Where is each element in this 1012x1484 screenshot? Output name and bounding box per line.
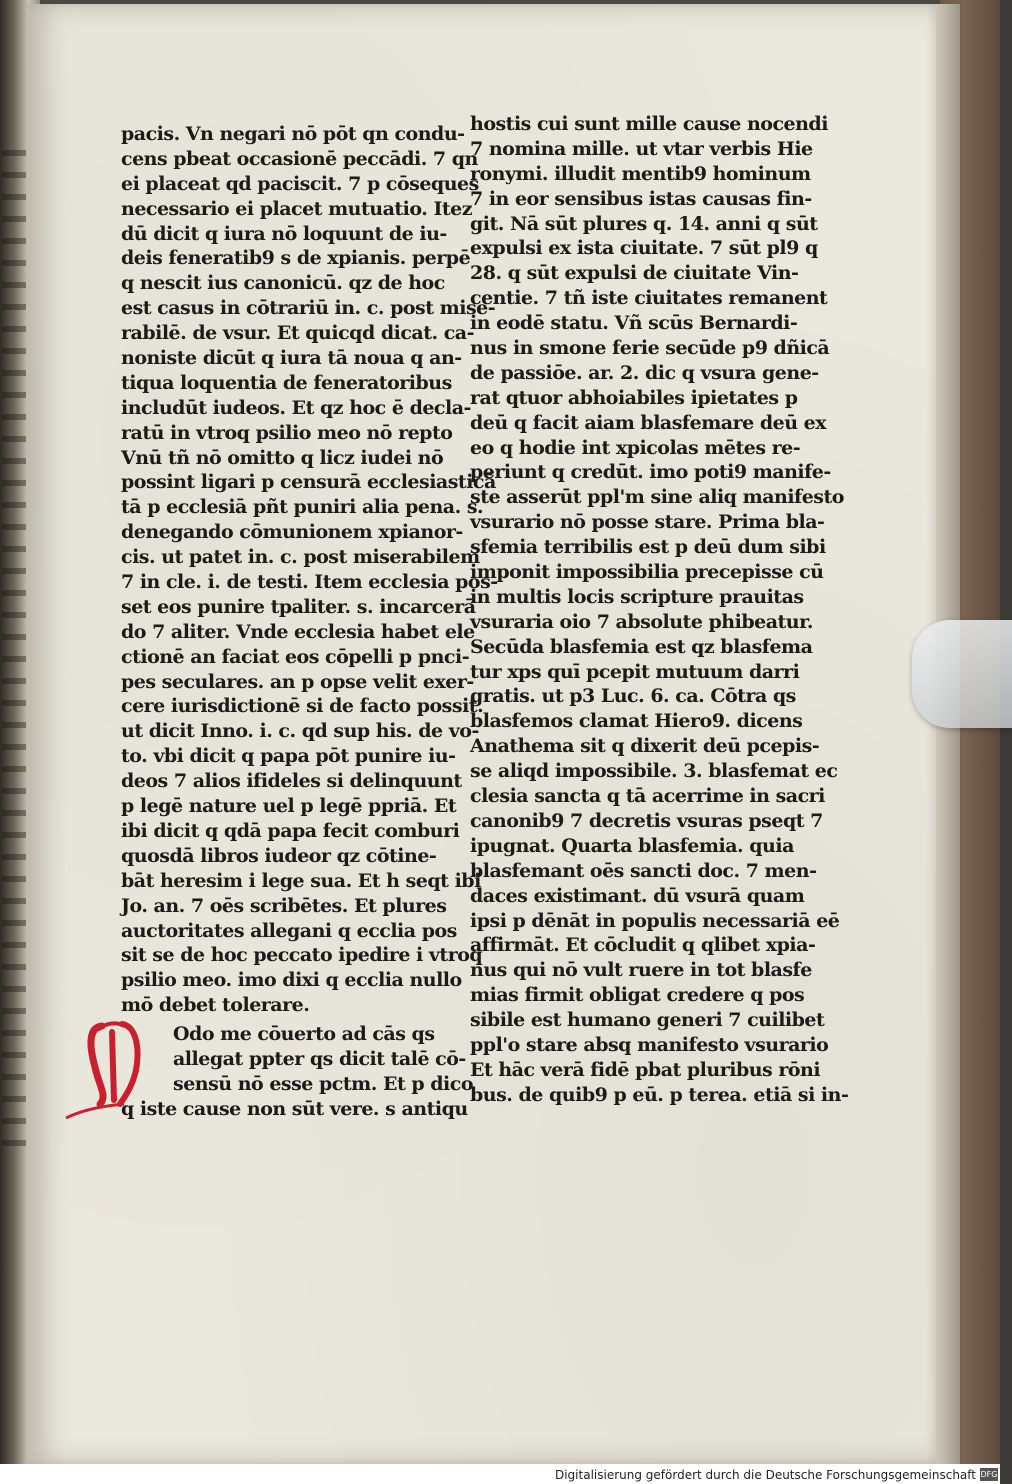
text-line: gratis. ut p3 Luc. 6. ca. Cōtra qs <box>470 685 796 708</box>
text-line: 7 in cle. i. de testi. Item ecclesia pos- <box>121 571 498 594</box>
text-line: allegat ppter qs dicit talē cō- <box>173 1047 466 1070</box>
text-line: cens pbeat occasionē peccādi. 7 qn <box>121 147 478 170</box>
text-line: rat qtuor abhoiabiles ipietates p <box>470 386 798 409</box>
text-line: sit se de hoc peccato ipedire i vtroq <box>121 944 483 967</box>
text-line: de passiōe. ar. 2. dic q vsura gene- <box>470 361 819 384</box>
text-line: ibi dicit q qdā papa fecit comburi <box>121 819 460 842</box>
text-line: ipsi p dēnāt in populis necessariā eē <box>470 909 840 932</box>
text-line: necessario ei placet mutuatio. Itez <box>121 197 472 220</box>
text-line: pes seculares. an p opse velit exer- <box>121 670 474 693</box>
text-line: Secūda blasfemia est qz blasfema <box>470 635 813 658</box>
text-line: clesia sancta q tā acerrime in sacri <box>470 785 825 808</box>
text-line: deos 7 alios ifideles si delinquunt <box>121 770 462 793</box>
text-line: ut dicit Inno. i. c. qd sup his. de vo- <box>121 720 479 743</box>
dfg-credit-text: Digitalisierung gefördert durch die Deutsche Forschungsgemeinschaft <box>554 1468 976 1482</box>
text-line: Odo me cōuerto ad cās qs <box>173 1023 435 1045</box>
text-line: canonib9 7 decretis vsuras pseqt 7 <box>470 809 823 832</box>
text-line: Vnū tñ nō omitto q licz iudei nō <box>121 446 444 469</box>
text-line: vsurario nō posse stare. Prima bla- <box>470 511 825 534</box>
dfg-logo-icon: DFG <box>980 1470 998 1479</box>
text-line: 7 in eor sensibus istas causas fin- <box>470 187 812 210</box>
text-line: tiqua loquentia de feneratoribus <box>121 371 452 394</box>
text-line: tā p ecclesiā pñt puniri alia pena. s. <box>121 496 484 519</box>
text-line: deis feneratib9 s de xpianis. perpē <box>121 247 471 270</box>
text-line: auctoritates allegani q ecclia pos <box>121 919 457 942</box>
text-line: sensū nō esse pctm. Et p dico <box>173 1072 473 1095</box>
text-line: set eos punire tpaliter. s. incarcerā <box>121 595 476 618</box>
left-text-column <box>121 122 498 1018</box>
text-line: periunt q credūt. imo poti9 manife- <box>470 461 831 484</box>
text-line: q nescit ius canonicū. qz de hoc <box>121 272 445 295</box>
text-line: blasfemos clamat Hiero9. dicens <box>470 710 803 733</box>
text-line: in multis locis scripture prauitas <box>470 585 804 608</box>
text-line: mō debet tolerare. <box>121 994 310 1017</box>
text-line: affirmāt. Et cōcludit q qlibet xpia- <box>470 934 816 957</box>
text-line: bāt heresim i lege sua. Et h seqt ibi <box>121 869 481 892</box>
text-line: p legē nature uel p legē ppriā. Et <box>121 795 457 818</box>
text-line: denegando cōmunionem xpianor- <box>121 521 463 544</box>
text-line: ronymi. illudit mentib9 hominum <box>470 162 811 185</box>
text-line: Jo. an. 7 oēs scribētes. Et plures <box>121 894 447 917</box>
text-line: est casus in cōtrariū in. c. post mise- <box>121 297 496 320</box>
text-line: centie. 7 tñ iste ciuitates remanent <box>470 287 828 310</box>
text-line: Anathema sit q dixerit deū pcepis- <box>470 735 820 758</box>
text-line: 7 nomina mille. ut vtar verbis Hie <box>470 137 813 160</box>
text-line: ctionē an faciat eos cōpelli p pnci- <box>121 645 470 668</box>
text-line: mias firmit obligat credere q pos <box>470 984 805 1007</box>
text-line: sibile est humano generi 7 cuilibet <box>470 1009 825 1032</box>
text-line: ppl'o stare absq manifesto vsurario <box>470 1033 829 1056</box>
text-line: in eodē statu. Vñ scūs Bernardi- <box>470 312 798 335</box>
text-line: blasfemant oēs sancti doc. 7 men- <box>470 859 817 882</box>
text-line: eo q hodie int xpicolas mētes re- <box>470 436 801 459</box>
text-line: tur xps quī pcepit mutuum darri <box>470 660 800 683</box>
text-line: hostis cui sunt mille cause nocendi <box>470 113 828 135</box>
text-line: sfemia terribilis est p deū dum sibi <box>470 536 826 559</box>
text-line: deū q facit aiam blasfemare deū ex <box>470 411 827 434</box>
text-line: pacis. Vn negari nō pōt qn condu- <box>121 123 465 145</box>
text-line: ste asserūt ppl'm sine aliq manifesto <box>470 486 844 509</box>
text-line: noniste dicūt q iura tā noua q an- <box>121 347 462 370</box>
text-line: git. Nā sūt plures q. 14. anni q sūt <box>470 212 818 235</box>
left-initial-paragraph <box>121 1022 473 1122</box>
text-line: q iste cause non sūt vere. s antiqu <box>121 1097 468 1120</box>
text-line: ipugnat. Quarta blasfemia. quia <box>470 834 794 857</box>
plastic-page-clip <box>912 620 1012 728</box>
text-line: daces existimant. dū vsurā quam <box>470 884 805 907</box>
text-line: bus. de quib9 p eū. p terea. etiā si in- <box>470 1083 849 1106</box>
text-line: imponit impossibilia precepisse cū <box>470 561 824 584</box>
text-line: ei placeat qd paciscit. 7 p cōseques <box>121 172 479 195</box>
text-line: cis. ut patet in. c. post miserabilem <box>121 546 480 569</box>
right-text-column <box>470 112 849 1108</box>
text-line: possint ligari p censurā ecclesiasticā <box>121 471 496 494</box>
text-line: 28. q sūt expulsi de ciuitate Vin- <box>470 262 799 285</box>
text-line: rabilē. de vsur. Et quicqd dicat. ca- <box>121 322 474 345</box>
text-line: ratū in vtroq psilio meo nō repto <box>121 421 453 444</box>
text-line: to. vbi dicit q papa pōt punire iu- <box>121 745 456 768</box>
text-line: dū dicit q iura nō loquunt de iu- <box>121 222 447 245</box>
text-line: do 7 aliter. Vnde ecclesia habet ele <box>121 620 475 643</box>
text-line: expulsi ex ista ciuitate. 7 sūt pl9 q <box>470 237 818 260</box>
text-line: quosdā libros iudeor qz cōtine- <box>121 844 437 867</box>
text-line: Et hāc verā fidē pbat pluribus rōni <box>470 1058 821 1081</box>
text-line: includūt iudeos. Et qz hoc ē decla- <box>121 396 471 419</box>
text-line: vsuraria oio 7 absolute phibeatur. <box>470 610 813 633</box>
text-line: nus in smone ferie secūde p9 dñicā <box>470 337 830 360</box>
footer-bar <box>0 1464 1000 1484</box>
text-line: nus qui nō vult ruere in tot blasfe <box>470 959 812 982</box>
text-line: cere iurisdictionē si de facto possit. <box>121 695 484 718</box>
text-line: psilio meo. imo dixi q ecclia nullo <box>121 969 462 992</box>
text-line: se aliqd impossibile. 3. blasfemat ec <box>470 760 838 783</box>
